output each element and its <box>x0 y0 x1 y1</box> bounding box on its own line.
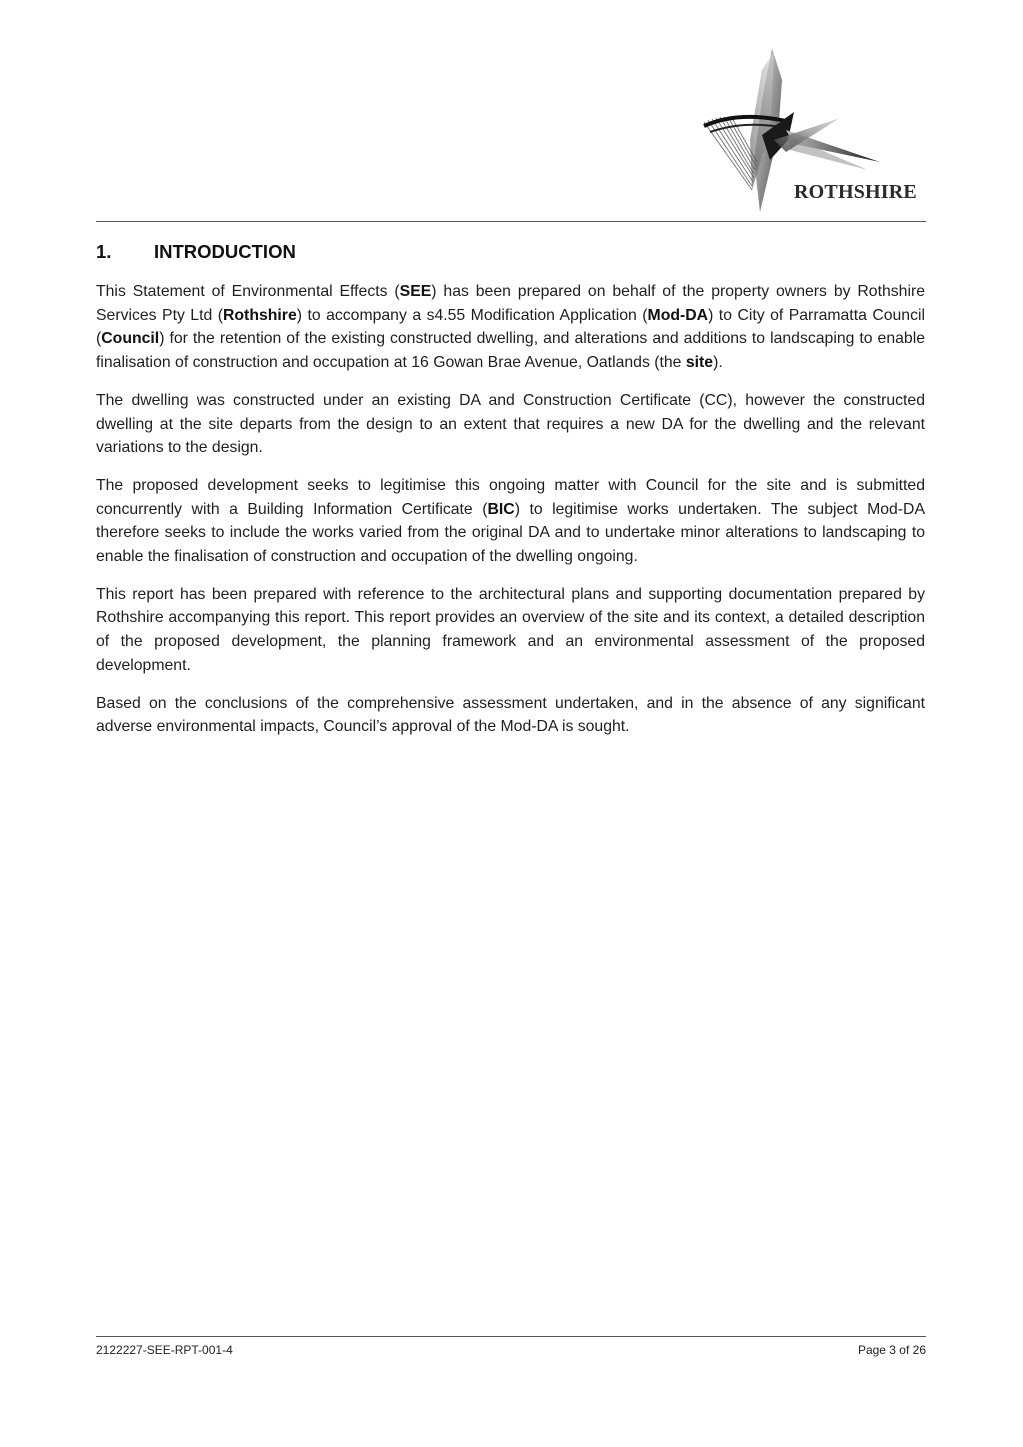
paragraph: The dwelling was constructed under an existing DA and Construction Certificate (CC), however the constructed dwelling at the site departs from the design to an extent that requires a new DA for the dwelling and the relevant variations to the design. <box>96 391 925 457</box>
paragraph: This Statement of Environmental Effects (SEE) has been prepared on behalf of the property owners by Rothshire Services Pty Ltd (Rothshire) to accompany a s4.55 Modification Application (Mod-DA) to City of Parramatta Council (Council) for the retention of the existing constructed dwelling, and alterations and additions to landscaping to enable finalisation of construction and occupation at 16 Gowan Brae Avenue, Oatlands (the site). <box>96 283 926 372</box>
document-reference: 2122227-SEE-RPT-001-4 <box>96 1343 233 1357</box>
company-logo <box>690 40 930 220</box>
defined-term: BIC <box>487 500 515 518</box>
defined-term: Mod-DA <box>647 306 709 324</box>
defined-term: Rothshire <box>223 306 297 324</box>
section-heading <box>96 241 296 263</box>
header-divider <box>96 221 926 222</box>
logo-text: ROTHSHIRE <box>794 181 917 203</box>
defined-term: Council <box>101 330 160 348</box>
paragraph: Based on the conclusions of the comprehensive assessment undertaken, and in the absence of any significant adverse environmental impacts, Council’s approval of the Mod-DA is sought. <box>96 694 925 736</box>
footer-divider <box>96 1336 926 1337</box>
page-number: Page 3 of 26 <box>857 1343 926 1357</box>
section-body <box>96 280 925 753</box>
defined-term: SEE <box>399 283 432 300</box>
section-number: 1. <box>96 241 112 262</box>
defined-term: site <box>685 354 714 372</box>
paragraph: The proposed development seeks to legitimise this ongoing matter with Council for the site and is submitted concurrently with a Building Information Certificate (BIC) to legitimise works undertaken. The subject Mod-DA therefore seeks to include the works varied from the original DA and to undertake minor alterations to landscaping to enable the finalisation of construction and occupation of the dwelling ongoing. <box>96 476 925 566</box>
paragraph: This report has been prepared with reference to the architectural plans and supporting documentation prepared by Rothshire accompanying this report. This report provides an overview of the site and its context, a detailed description of the proposed development, the planning framework and an environmental assessment of the proposed development. <box>96 585 925 674</box>
section-title: INTRODUCTION <box>154 241 296 262</box>
